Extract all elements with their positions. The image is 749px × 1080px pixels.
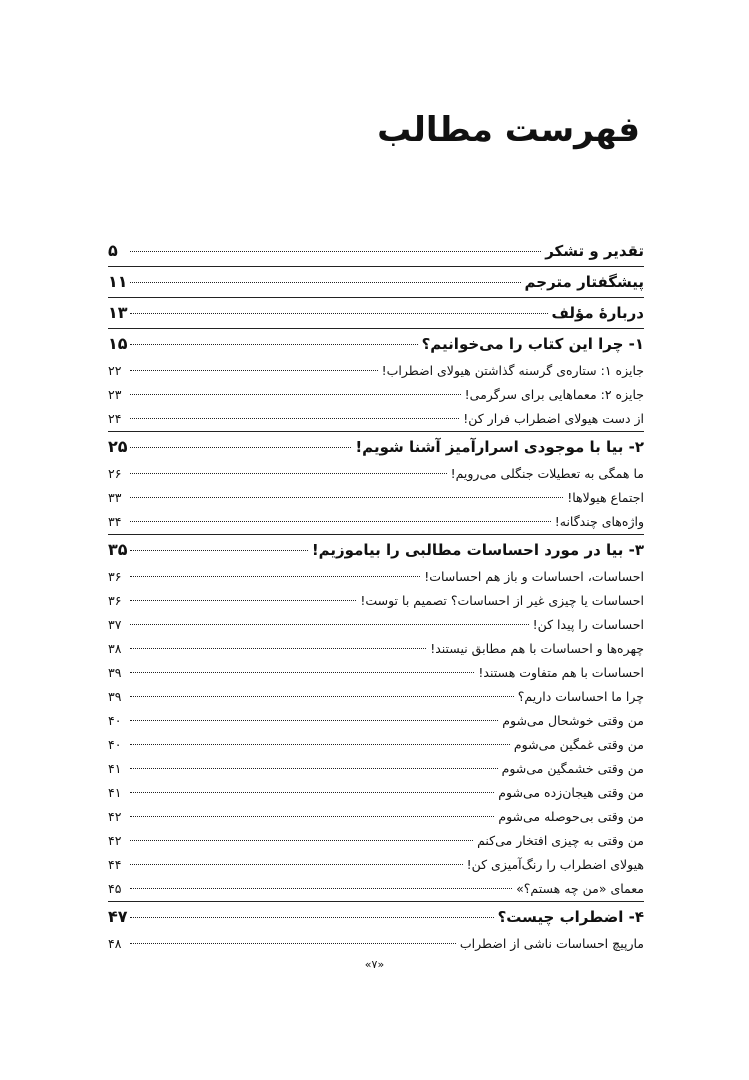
toc-entry-page-number: ۳۶ — [108, 569, 122, 584]
toc-entry-page-number: ۴۰ — [108, 737, 122, 752]
toc-entry-page-number: ۴۲ — [108, 809, 122, 824]
toc-entry-label: جایزه ۲: معماهایی برای سرگرمی! — [464, 387, 644, 402]
toc-entry-label: احساسات با هم متفاوت هستند! — [478, 665, 644, 680]
toc-entry-label: پیشگفتار مترجم — [524, 273, 644, 291]
toc-entry-page-number: ۳۴ — [108, 514, 122, 529]
toc-chapter-entry[interactable] — [108, 329, 644, 359]
toc-section-entry[interactable] — [108, 359, 644, 383]
toc-entry-label: جایزه ۱: ستاره‌ی گرسنه گذاشتن هیولای اضطراب! — [381, 363, 644, 378]
toc-entry-page-number: ۲۲ — [108, 363, 122, 378]
dot-leader — [130, 313, 548, 314]
toc-section-entry[interactable] — [108, 510, 644, 534]
toc-entry-page-number: ۵ — [108, 241, 118, 260]
dot-leader — [130, 344, 418, 345]
toc-entry-label: مارپیچ احساسات ناشی از اضطراب — [459, 936, 644, 951]
toc-entry-label: ۴- اضطراب چیست؟ — [497, 908, 644, 926]
dot-leader — [130, 840, 473, 841]
dot-leader — [130, 744, 510, 745]
toc-section-entry[interactable] — [108, 462, 644, 486]
toc-entry-page-number: ۳۶ — [108, 593, 122, 608]
toc-section-entry[interactable] — [108, 781, 644, 805]
toc-entry-label: من وقتی به چیزی افتخار می‌کنم — [477, 833, 644, 848]
toc-entry-label: ما همگی به تعطیلات جنگلی می‌رویم! — [450, 466, 644, 481]
dot-leader — [130, 768, 498, 769]
toc-section-entry[interactable] — [108, 805, 644, 829]
toc-entry-page-number: ۴۷ — [108, 907, 128, 926]
toc-entry-label: معمای «من چه هستم؟» — [516, 881, 644, 896]
dot-leader — [130, 696, 514, 697]
dot-leader — [130, 447, 351, 448]
dot-leader — [130, 521, 551, 522]
dot-leader — [130, 672, 474, 673]
dot-leader — [130, 497, 563, 498]
toc-chapter-entry[interactable] — [108, 267, 644, 297]
dot-leader — [130, 418, 459, 419]
toc-entry-page-number: ۲۴ — [108, 411, 122, 426]
toc-section-entry[interactable] — [108, 757, 644, 781]
dot-leader — [130, 943, 456, 944]
toc-entry-label: دربارهٔ مؤلف — [551, 304, 644, 322]
toc-entry-page-number: ۴۲ — [108, 833, 122, 848]
dot-leader — [130, 282, 521, 283]
toc-entry-page-number: ۳۹ — [108, 665, 122, 680]
toc-section-entry[interactable] — [108, 383, 644, 407]
toc-section-entry[interactable] — [108, 709, 644, 733]
dot-leader — [130, 624, 529, 625]
toc-entry-page-number: ۴۱ — [108, 761, 122, 776]
toc-entry-label: احساسات یا چیزی غیر از احساسات؟ تصمیم با توست! — [360, 593, 644, 608]
dot-leader — [130, 600, 356, 601]
toc-entry-page-number: ۴۵ — [108, 881, 122, 896]
toc-section-entry[interactable] — [108, 407, 644, 431]
toc-section-entry[interactable] — [108, 565, 644, 589]
toc-entry-page-number: ۲۳ — [108, 387, 122, 402]
dot-leader — [130, 792, 494, 793]
toc-entry-page-number: ۴۰ — [108, 713, 122, 728]
toc-entry-label: چهره‌ها و احساسات با هم مطابق نیستند! — [430, 641, 644, 656]
dot-leader — [130, 888, 512, 889]
dot-leader — [130, 394, 461, 395]
dot-leader — [130, 864, 463, 865]
toc-entry-page-number: ۲۵ — [108, 437, 128, 456]
toc-section-entry[interactable] — [108, 685, 644, 709]
toc-chapter-entry[interactable] — [108, 236, 644, 266]
page-number: «۷» — [364, 958, 385, 971]
toc-section-entry[interactable] — [108, 589, 644, 613]
dot-leader — [130, 370, 378, 371]
toc-section-entry[interactable] — [108, 733, 644, 757]
toc-entry-page-number: ۳۹ — [108, 689, 122, 704]
toc-section-entry[interactable] — [108, 829, 644, 853]
dot-leader — [130, 816, 494, 817]
dot-leader — [130, 550, 308, 551]
toc-entry-label: ۲- بیا با موجودی اسرارآمیز آشنا شویم! — [355, 438, 644, 456]
toc-entry-page-number: ۳۸ — [108, 641, 122, 656]
toc-section-entry[interactable] — [108, 613, 644, 637]
toc-entry-label: من وقتی هیجان‌زده می‌شوم — [498, 785, 644, 800]
toc-entry-label: من وقتی خشمگین می‌شوم — [501, 761, 644, 776]
toc-entry-page-number: ۴۱ — [108, 785, 122, 800]
toc-entry-label: ۳- بیا در مورد احساسات مطالبی را بیاموزیم! — [311, 541, 644, 559]
dot-leader — [130, 720, 498, 721]
toc-entry-label: من وقتی خوشحال می‌شوم — [502, 713, 644, 728]
toc-section-entry[interactable] — [108, 877, 644, 901]
toc-entry-page-number: ۱۵ — [108, 334, 128, 353]
toc-entry-page-number: ۴۴ — [108, 857, 122, 872]
toc-chapter-entry[interactable] — [108, 902, 644, 932]
toc-chapter-entry[interactable] — [108, 432, 644, 462]
table-of-contents — [108, 236, 644, 956]
toc-entry-label: چرا ما احساسات داریم؟ — [517, 689, 644, 704]
toc-section-entry[interactable] — [108, 637, 644, 661]
toc-entry-label: هیولای اضطراب را رنگ‌آمیزی کن! — [466, 857, 644, 872]
toc-entry-label: احساسات، احساسات و باز هم احساسات! — [424, 569, 644, 584]
toc-entry-page-number: ۳۵ — [108, 540, 128, 559]
toc-entry-page-number: ۳۷ — [108, 617, 122, 632]
dot-leader — [130, 576, 420, 577]
dot-leader — [130, 251, 541, 252]
dot-leader — [130, 473, 447, 474]
toc-section-entry[interactable] — [108, 853, 644, 877]
page-title: فهرست مطالب — [377, 110, 640, 150]
toc-entry-page-number: ۲۶ — [108, 466, 122, 481]
toc-entry-label: تقدیر و تشکر — [545, 242, 644, 260]
toc-entry-label: ۱- چرا این کتاب را می‌خوانیم؟ — [421, 335, 644, 353]
toc-entry-label: من وقتی غمگین می‌شوم — [513, 737, 644, 752]
toc-entry-label: از دست هیولای اضطراب فرار کن! — [463, 411, 644, 426]
toc-entry-label: اجتماع هیولاها! — [567, 490, 644, 505]
toc-chapter-entry[interactable] — [108, 535, 644, 565]
toc-entry-page-number: ۳۳ — [108, 490, 122, 505]
dot-leader — [130, 917, 494, 918]
toc-section-entry[interactable] — [108, 932, 644, 956]
toc-entry-page-number: ۴۸ — [108, 936, 122, 951]
toc-entry-page-number: ۱۱ — [108, 272, 128, 291]
toc-entry-label: احساسات را پیدا کن! — [532, 617, 644, 632]
toc-entry-page-number: ۱۳ — [108, 303, 128, 322]
dot-leader — [130, 648, 426, 649]
toc-entry-label: واژه‌های چندگانه! — [554, 514, 644, 529]
toc-chapter-entry[interactable] — [108, 298, 644, 328]
toc-section-entry[interactable] — [108, 486, 644, 510]
toc-section-entry[interactable] — [108, 661, 644, 685]
toc-entry-label: من وقتی بی‌حوصله می‌شوم — [498, 809, 644, 824]
